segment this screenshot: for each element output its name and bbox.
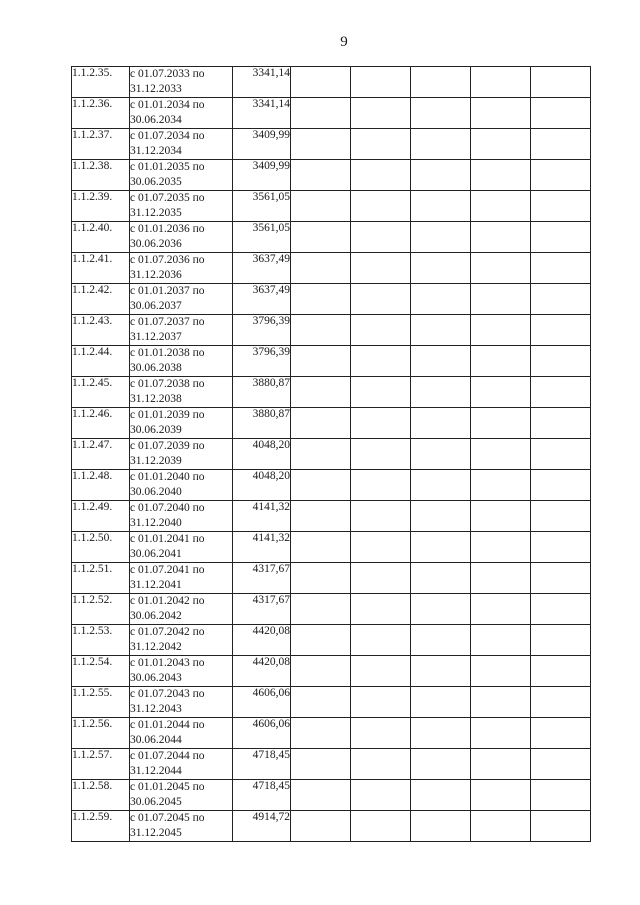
table-row: [72, 98, 591, 129]
period-from: с 01.07.2045 по: [130, 812, 205, 824]
period-from: с 01.01.2041 по: [130, 533, 205, 545]
period-to: 30.06.2037: [130, 300, 182, 312]
empty-cell: [351, 222, 411, 253]
value-cell: 3796,39: [233, 346, 291, 377]
value-cell: 3880,87: [233, 377, 291, 408]
period-cell: [130, 718, 233, 749]
table-row: [72, 780, 591, 811]
empty-cell: [351, 191, 411, 222]
empty-cell: [291, 718, 351, 749]
empty-cell: [411, 811, 471, 842]
period-cell: [130, 98, 233, 129]
empty-cell: [351, 253, 411, 284]
empty-cell: [351, 749, 411, 780]
period-to: 30.06.2045: [130, 796, 182, 808]
empty-cell: [351, 656, 411, 687]
empty-cell: [471, 811, 531, 842]
period-to: 31.12.2040: [130, 517, 182, 529]
period-cell: [130, 656, 233, 687]
period-to: 30.06.2041: [130, 548, 182, 560]
row-number-cell: 1.1.2.56.: [72, 718, 130, 749]
table-row: [72, 315, 591, 346]
empty-cell: [411, 625, 471, 656]
period-from: с 01.01.2035 по: [130, 161, 205, 173]
empty-cell: [531, 563, 591, 594]
empty-cell: [531, 253, 591, 284]
empty-cell: [291, 780, 351, 811]
period-from: с 01.07.2036 по: [130, 254, 205, 266]
row-number-cell: 1.1.2.46.: [72, 408, 130, 439]
empty-cell: [471, 346, 531, 377]
empty-cell: [471, 501, 531, 532]
period-to: 30.06.2044: [130, 734, 182, 746]
empty-cell: [291, 532, 351, 563]
period-cell: [130, 160, 233, 191]
period-from: с 01.07.2041 по: [130, 564, 205, 576]
empty-cell: [471, 780, 531, 811]
empty-cell: [531, 687, 591, 718]
table-row: [72, 501, 591, 532]
period-from: с 01.01.2040 по: [130, 471, 205, 483]
empty-cell: [411, 656, 471, 687]
period-cell: [130, 470, 233, 501]
empty-cell: [291, 687, 351, 718]
empty-cell: [531, 67, 591, 98]
tariff-table-body: [72, 67, 591, 842]
empty-cell: [471, 532, 531, 563]
empty-cell: [291, 439, 351, 470]
value-cell: 4914,72: [233, 811, 291, 842]
row-number-cell: 1.1.2.48.: [72, 470, 130, 501]
empty-cell: [351, 811, 411, 842]
period-from: с 01.01.2042 по: [130, 595, 205, 607]
period-from: с 01.07.2043 по: [130, 688, 205, 700]
empty-cell: [471, 625, 531, 656]
empty-cell: [351, 470, 411, 501]
empty-cell: [471, 594, 531, 625]
table-row: [72, 718, 591, 749]
empty-cell: [471, 98, 531, 129]
empty-cell: [531, 656, 591, 687]
empty-cell: [411, 408, 471, 439]
table-row: [72, 284, 591, 315]
empty-cell: [411, 780, 471, 811]
period-from: с 01.07.2033 по: [130, 68, 205, 80]
period-from: с 01.01.2039 по: [130, 409, 205, 421]
empty-cell: [291, 98, 351, 129]
row-number-cell: 1.1.2.41.: [72, 253, 130, 284]
value-cell: 3637,49: [233, 253, 291, 284]
period-to: 30.06.2042: [130, 610, 182, 622]
empty-cell: [411, 470, 471, 501]
empty-cell: [531, 377, 591, 408]
period-cell: [130, 253, 233, 284]
period-to: 31.12.2042: [130, 641, 182, 653]
empty-cell: [471, 656, 531, 687]
table-row: [72, 470, 591, 501]
empty-cell: [411, 532, 471, 563]
table-row: [72, 811, 591, 842]
empty-cell: [411, 129, 471, 160]
value-cell: 4718,45: [233, 749, 291, 780]
empty-cell: [411, 284, 471, 315]
value-cell: 4048,20: [233, 470, 291, 501]
empty-cell: [531, 749, 591, 780]
empty-cell: [411, 191, 471, 222]
period-from: с 01.07.2039 по: [130, 440, 205, 452]
value-cell: 3341,14: [233, 98, 291, 129]
table-row: [72, 191, 591, 222]
empty-cell: [351, 129, 411, 160]
period-from: с 01.01.2043 по: [130, 657, 205, 669]
empty-cell: [291, 656, 351, 687]
period-cell: [130, 749, 233, 780]
period-to: 30.06.2038: [130, 362, 182, 374]
period-cell: [130, 625, 233, 656]
value-cell: 4606,06: [233, 687, 291, 718]
empty-cell: [351, 98, 411, 129]
row-number-cell: 1.1.2.58.: [72, 780, 130, 811]
period-from: с 01.07.2037 по: [130, 316, 205, 328]
table-row: [72, 160, 591, 191]
empty-cell: [531, 625, 591, 656]
empty-cell: [411, 718, 471, 749]
empty-cell: [351, 315, 411, 346]
period-from: с 01.07.2035 по: [130, 192, 205, 204]
empty-cell: [291, 811, 351, 842]
table-row: [72, 532, 591, 563]
value-cell: 3409,99: [233, 160, 291, 191]
empty-cell: [531, 532, 591, 563]
row-number-cell: 1.1.2.47.: [72, 439, 130, 470]
empty-cell: [411, 687, 471, 718]
table-row: [72, 594, 591, 625]
empty-cell: [471, 253, 531, 284]
row-number-cell: 1.1.2.45.: [72, 377, 130, 408]
table-row: [72, 222, 591, 253]
period-cell: [130, 377, 233, 408]
period-from: с 01.01.2038 по: [130, 347, 205, 359]
empty-cell: [471, 377, 531, 408]
period-to: 30.06.2043: [130, 672, 182, 684]
row-number-cell: 1.1.2.38.: [72, 160, 130, 191]
empty-cell: [531, 501, 591, 532]
table-row: [72, 625, 591, 656]
empty-cell: [291, 501, 351, 532]
empty-cell: [531, 780, 591, 811]
empty-cell: [351, 625, 411, 656]
period-cell: [130, 439, 233, 470]
row-number-cell: 1.1.2.53.: [72, 625, 130, 656]
empty-cell: [531, 811, 591, 842]
period-cell: [130, 563, 233, 594]
empty-cell: [471, 129, 531, 160]
empty-cell: [411, 67, 471, 98]
row-number-cell: 1.1.2.57.: [72, 749, 130, 780]
row-number-cell: 1.1.2.42.: [72, 284, 130, 315]
value-cell: 4317,67: [233, 563, 291, 594]
empty-cell: [291, 160, 351, 191]
period-to: 30.06.2036: [130, 238, 182, 250]
table-row: [72, 408, 591, 439]
period-cell: [130, 594, 233, 625]
period-cell: [130, 67, 233, 98]
table-row: [72, 563, 591, 594]
empty-cell: [411, 594, 471, 625]
value-cell: 3341,14: [233, 67, 291, 98]
table-row: [72, 377, 591, 408]
period-from: с 01.07.2044 по: [130, 750, 205, 762]
period-cell: [130, 532, 233, 563]
period-from: с 01.07.2042 по: [130, 626, 205, 638]
row-number-cell: 1.1.2.36.: [72, 98, 130, 129]
period-to: 31.12.2038: [130, 393, 182, 405]
period-to: 31.12.2036: [130, 269, 182, 281]
empty-cell: [351, 439, 411, 470]
value-cell: 4141,32: [233, 532, 291, 563]
period-from: с 01.07.2040 по: [130, 502, 205, 514]
empty-cell: [411, 377, 471, 408]
empty-cell: [351, 408, 411, 439]
empty-cell: [471, 718, 531, 749]
empty-cell: [531, 98, 591, 129]
empty-cell: [291, 563, 351, 594]
period-cell: [130, 315, 233, 346]
period-cell: [130, 129, 233, 160]
period-cell: [130, 780, 233, 811]
value-cell: 3561,05: [233, 191, 291, 222]
empty-cell: [351, 346, 411, 377]
period-to: 30.06.2039: [130, 424, 182, 436]
table-row: [72, 439, 591, 470]
row-number-cell: 1.1.2.54.: [72, 656, 130, 687]
empty-cell: [291, 253, 351, 284]
empty-cell: [471, 222, 531, 253]
empty-cell: [411, 160, 471, 191]
empty-cell: [531, 191, 591, 222]
value-cell: 3796,39: [233, 315, 291, 346]
empty-cell: [471, 67, 531, 98]
period-to: 31.12.2037: [130, 331, 182, 343]
empty-cell: [411, 315, 471, 346]
value-cell: 4606,06: [233, 718, 291, 749]
period-to: 30.06.2035: [130, 176, 182, 188]
row-number-cell: 1.1.2.52.: [72, 594, 130, 625]
empty-cell: [411, 98, 471, 129]
row-number-cell: 1.1.2.43.: [72, 315, 130, 346]
tariff-table: [71, 66, 591, 842]
empty-cell: [291, 67, 351, 98]
table-row: [72, 656, 591, 687]
row-number-cell: 1.1.2.44.: [72, 346, 130, 377]
empty-cell: [291, 346, 351, 377]
period-cell: [130, 284, 233, 315]
empty-cell: [531, 129, 591, 160]
period-cell: [130, 408, 233, 439]
empty-cell: [471, 439, 531, 470]
empty-cell: [351, 160, 411, 191]
empty-cell: [471, 408, 531, 439]
empty-cell: [531, 439, 591, 470]
period-from: с 01.07.2034 по: [130, 130, 205, 142]
period-cell: [130, 501, 233, 532]
value-cell: 4420,08: [233, 625, 291, 656]
empty-cell: [351, 501, 411, 532]
empty-cell: [471, 470, 531, 501]
empty-cell: [471, 687, 531, 718]
period-cell: [130, 191, 233, 222]
period-from: с 01.01.2044 по: [130, 719, 205, 731]
period-cell: [130, 222, 233, 253]
empty-cell: [291, 191, 351, 222]
table-row: [72, 253, 591, 284]
empty-cell: [411, 346, 471, 377]
empty-cell: [351, 284, 411, 315]
period-to: 31.12.2041: [130, 579, 182, 591]
row-number-cell: 1.1.2.49.: [72, 501, 130, 532]
period-cell: [130, 346, 233, 377]
period-to: 31.12.2043: [130, 703, 182, 715]
empty-cell: [411, 222, 471, 253]
empty-cell: [351, 718, 411, 749]
row-number-cell: 1.1.2.59.: [72, 811, 130, 842]
value-cell: 3880,87: [233, 408, 291, 439]
period-to: 31.12.2034: [130, 145, 182, 157]
empty-cell: [291, 377, 351, 408]
empty-cell: [351, 687, 411, 718]
value-cell: 4141,32: [233, 501, 291, 532]
period-to: 30.06.2040: [130, 486, 182, 498]
row-number-cell: 1.1.2.37.: [72, 129, 130, 160]
empty-cell: [291, 284, 351, 315]
period-to: 31.12.2039: [130, 455, 182, 467]
empty-cell: [531, 315, 591, 346]
row-number-cell: 1.1.2.51.: [72, 563, 130, 594]
row-number-cell: 1.1.2.55.: [72, 687, 130, 718]
period-from: с 01.01.2036 по: [130, 223, 205, 235]
empty-cell: [291, 222, 351, 253]
value-cell: 4048,20: [233, 439, 291, 470]
empty-cell: [291, 470, 351, 501]
empty-cell: [351, 532, 411, 563]
table-row: [72, 67, 591, 98]
empty-cell: [531, 408, 591, 439]
empty-cell: [291, 408, 351, 439]
table-row: [72, 346, 591, 377]
empty-cell: [291, 129, 351, 160]
period-to: 30.06.2034: [130, 114, 182, 126]
empty-cell: [471, 749, 531, 780]
empty-cell: [351, 594, 411, 625]
empty-cell: [291, 315, 351, 346]
empty-cell: [291, 749, 351, 780]
period-to: 31.12.2044: [130, 765, 182, 777]
row-number-cell: 1.1.2.39.: [72, 191, 130, 222]
period-cell: [130, 687, 233, 718]
empty-cell: [471, 160, 531, 191]
empty-cell: [531, 160, 591, 191]
empty-cell: [531, 346, 591, 377]
row-number-cell: 1.1.2.35.: [72, 67, 130, 98]
row-number-cell: 1.1.2.40.: [72, 222, 130, 253]
period-from: с 01.01.2034 по: [130, 99, 205, 111]
page-number: 9: [340, 34, 348, 50]
empty-cell: [531, 594, 591, 625]
period-from: с 01.01.2037 по: [130, 285, 205, 297]
empty-cell: [531, 284, 591, 315]
period-from: с 01.01.2045 по: [130, 781, 205, 793]
empty-cell: [471, 563, 531, 594]
empty-cell: [291, 625, 351, 656]
empty-cell: [411, 749, 471, 780]
value-cell: 3561,05: [233, 222, 291, 253]
period-to: 31.12.2033: [130, 83, 182, 95]
value-cell: 4420,08: [233, 656, 291, 687]
empty-cell: [351, 377, 411, 408]
table-row: [72, 687, 591, 718]
period-to: 31.12.2035: [130, 207, 182, 219]
empty-cell: [531, 718, 591, 749]
empty-cell: [471, 284, 531, 315]
value-cell: 4317,67: [233, 594, 291, 625]
empty-cell: [411, 439, 471, 470]
empty-cell: [351, 563, 411, 594]
empty-cell: [471, 315, 531, 346]
empty-cell: [411, 501, 471, 532]
empty-cell: [351, 780, 411, 811]
period-from: с 01.07.2038 по: [130, 378, 205, 390]
empty-cell: [291, 594, 351, 625]
period-to: 31.12.2045: [130, 827, 182, 839]
empty-cell: [351, 67, 411, 98]
table-row: [72, 749, 591, 780]
value-cell: 3409,99: [233, 129, 291, 160]
empty-cell: [531, 222, 591, 253]
row-number-cell: 1.1.2.50.: [72, 532, 130, 563]
empty-cell: [411, 253, 471, 284]
table-row: [72, 129, 591, 160]
period-cell: [130, 811, 233, 842]
value-cell: 4718,45: [233, 780, 291, 811]
empty-cell: [531, 470, 591, 501]
empty-cell: [411, 563, 471, 594]
value-cell: 3637,49: [233, 284, 291, 315]
empty-cell: [471, 191, 531, 222]
